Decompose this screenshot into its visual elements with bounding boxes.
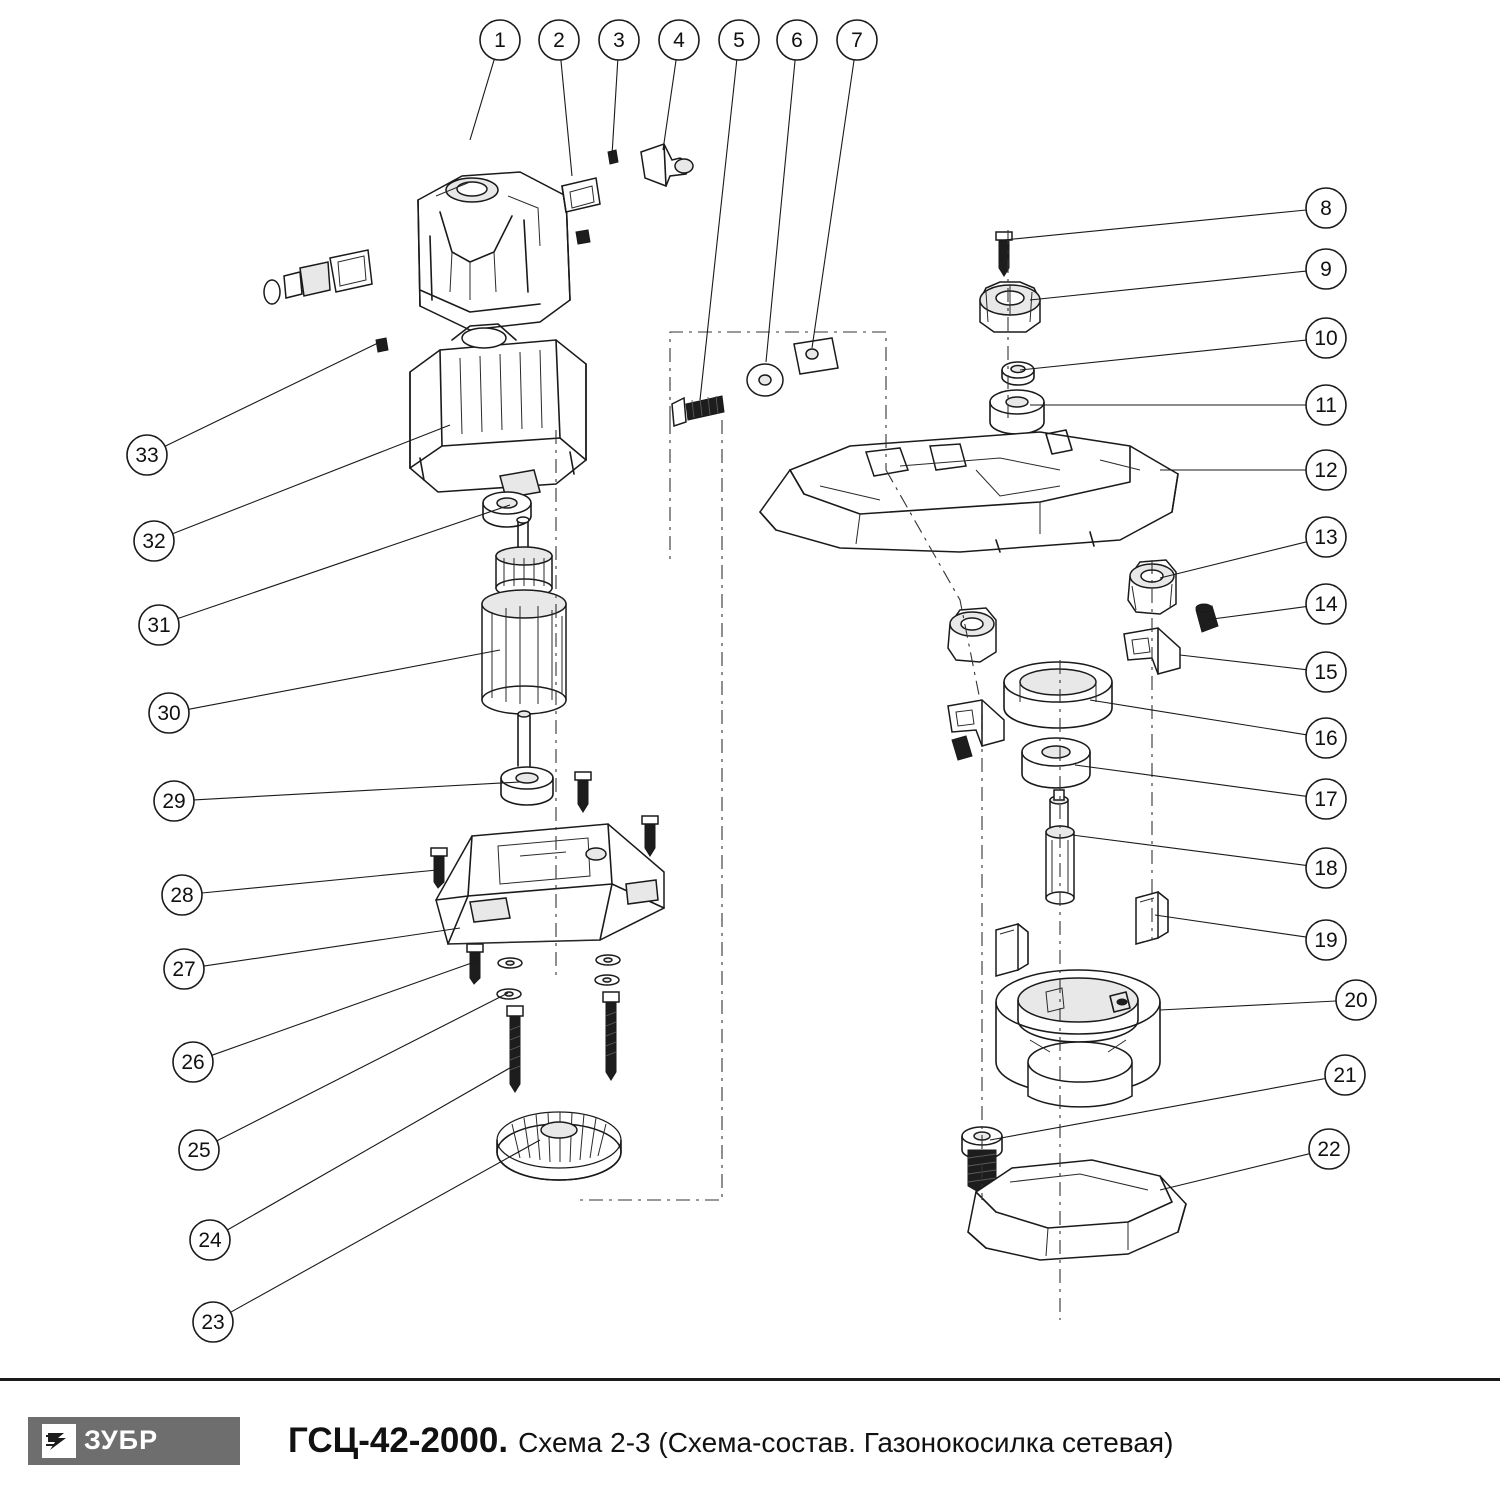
callout-label-20: 20	[1344, 989, 1368, 1012]
callout-label-30: 30	[157, 702, 181, 725]
callout-label-21: 21	[1333, 1064, 1357, 1087]
callout-leader-5	[700, 60, 737, 400]
callout-label-19: 19	[1314, 929, 1338, 952]
callout-label-5: 5	[733, 29, 745, 52]
callout-4[interactable]	[659, 20, 699, 150]
callout-leader-13	[1160, 542, 1307, 578]
callout-16[interactable]	[1090, 700, 1346, 758]
scheme-description: Схема 2-3 (Схема-состав. Газонокосилка сетевая)	[518, 1426, 1174, 1458]
callout-7[interactable]	[812, 20, 877, 348]
callout-label-3: 3	[613, 29, 625, 52]
callout-2[interactable]	[539, 20, 579, 176]
part-3-pin	[608, 150, 618, 164]
callout-24[interactable]	[190, 1065, 515, 1260]
callout-label-9: 9	[1320, 258, 1332, 281]
callout-leader-4	[663, 60, 676, 150]
callout-label-11: 11	[1315, 394, 1337, 417]
callout-20[interactable]	[1160, 980, 1376, 1020]
part-22-deflector	[968, 1160, 1186, 1260]
zubr-arrow-icon	[42, 1424, 76, 1458]
brand-name: ЗУБР	[84, 1425, 159, 1455]
callout-leader-3	[612, 60, 618, 155]
callout-31[interactable]	[139, 505, 510, 645]
part-7-plate	[794, 338, 838, 374]
callout-label-31: 31	[147, 614, 171, 637]
part-13-clamp-second	[948, 608, 996, 662]
callout-leader-27	[204, 928, 460, 966]
callout-label-1: 1	[494, 29, 506, 52]
part-19-blade-left	[996, 924, 1028, 976]
callout-label-13: 13	[1314, 526, 1338, 549]
callout-leader-7	[812, 60, 854, 348]
callout-label-28: 28	[170, 884, 194, 907]
part-9-knob	[980, 282, 1040, 332]
part-11-bushing	[990, 390, 1044, 434]
callout-23[interactable]	[193, 1140, 540, 1342]
callout-19[interactable]	[1155, 915, 1346, 960]
part-30-armature	[482, 517, 566, 766]
callout-22[interactable]	[1160, 1129, 1349, 1190]
washers-small	[497, 955, 620, 999]
footer-caption	[288, 1421, 1173, 1461]
callout-32[interactable]	[134, 425, 450, 561]
callout-14[interactable]	[1205, 584, 1346, 624]
part-8-screw	[996, 232, 1012, 276]
callout-leader-24	[227, 1065, 515, 1230]
callout-label-10: 10	[1314, 327, 1338, 350]
callout-leader-1	[470, 59, 494, 140]
callout-1[interactable]	[470, 20, 520, 140]
callout-label-26: 26	[181, 1051, 205, 1074]
part-25-long-bolt-left	[507, 1006, 523, 1092]
callout-18[interactable]	[1072, 835, 1346, 888]
callout-label-12: 12	[1314, 459, 1338, 482]
callout-label-25: 25	[187, 1139, 211, 1162]
callout-3[interactable]	[599, 20, 639, 155]
callout-leader-28	[202, 870, 437, 893]
callout-leader-22	[1160, 1154, 1310, 1190]
callout-leader-10	[1020, 340, 1306, 370]
callout-leader-30	[189, 650, 500, 709]
part-24-long-bolt-right	[603, 992, 619, 1080]
part-32-stator-housing	[410, 324, 586, 498]
callout-leader-26	[212, 960, 480, 1055]
callout-leader-33	[165, 342, 380, 446]
callout-13[interactable]	[1160, 517, 1346, 578]
assembly-axis-lines	[556, 230, 1152, 1320]
callout-5[interactable]	[700, 20, 759, 400]
part-5-bolt	[672, 396, 724, 426]
callout-leader-8	[1004, 210, 1306, 240]
callout-leader-32	[173, 425, 450, 534]
callout-label-22: 22	[1317, 1138, 1341, 1161]
callout-leader-18	[1072, 835, 1306, 865]
callout-leader-31	[178, 505, 510, 619]
callout-label-29: 29	[162, 790, 186, 813]
part-12-deck	[760, 430, 1178, 552]
part-27-motor-bracket	[436, 824, 664, 944]
callout-leader-14	[1205, 607, 1306, 620]
callout-8[interactable]	[1004, 188, 1346, 240]
part-6-washer	[747, 364, 783, 396]
callout-15[interactable]	[1180, 652, 1346, 692]
callout-9[interactable]	[1030, 249, 1346, 300]
callout-leader-9	[1030, 271, 1306, 300]
callout-label-4: 4	[673, 29, 685, 52]
callout-30[interactable]	[149, 650, 500, 733]
callout-label-24: 24	[198, 1229, 222, 1252]
callout-label-14: 14	[1314, 593, 1338, 616]
part-2-brush-block	[562, 178, 600, 212]
part-16-ring	[1004, 662, 1112, 728]
callout-12[interactable]	[1160, 450, 1346, 490]
callout-leader-17	[1075, 765, 1306, 796]
callout-leader-29	[194, 782, 520, 800]
callout-label-2: 2	[553, 29, 565, 52]
callout-label-17: 17	[1314, 788, 1338, 811]
callout-28[interactable]	[162, 870, 437, 915]
part-10-washer-small	[1002, 362, 1034, 385]
callout-label-33: 33	[135, 444, 159, 467]
callout-leader-19	[1155, 915, 1306, 937]
callout-label-32: 32	[142, 530, 166, 553]
model-code: ГСЦ-42-2000.	[288, 1420, 509, 1460]
part-23-cooling-fan	[497, 1112, 621, 1180]
callout-leader-6	[766, 60, 795, 362]
brand-logo	[28, 1417, 240, 1465]
callout-label-23: 23	[201, 1311, 225, 1334]
part-1-top-housing	[418, 172, 570, 330]
callout-10[interactable]	[1020, 318, 1346, 370]
callout-layer	[127, 20, 1376, 1342]
callout-17[interactable]	[1075, 765, 1346, 819]
part-17-bearing	[1022, 738, 1090, 788]
callout-27[interactable]	[164, 928, 460, 989]
callout-label-6: 6	[791, 29, 803, 52]
callout-33[interactable]	[127, 342, 380, 475]
callout-label-15: 15	[1314, 661, 1338, 684]
callout-6[interactable]	[766, 20, 817, 362]
part-29-bearing-lower	[501, 767, 553, 805]
part-28-screw-upper-left	[431, 848, 447, 888]
callout-26[interactable]	[173, 960, 480, 1082]
part-20-impeller-housing	[996, 970, 1160, 1107]
callout-29[interactable]	[154, 781, 520, 821]
callout-label-18: 18	[1314, 857, 1338, 880]
callout-leader-25	[217, 993, 508, 1141]
callout-leader-2	[561, 60, 572, 176]
callout-leader-16	[1090, 700, 1306, 735]
callout-label-16: 16	[1314, 727, 1338, 750]
part-4-cap-screw	[641, 144, 693, 186]
callout-leader-20	[1160, 1001, 1336, 1010]
callout-leader-15	[1180, 655, 1306, 670]
footer-bar	[0, 1378, 1500, 1500]
callout-label-27: 27	[172, 958, 196, 981]
callout-leader-23	[231, 1140, 541, 1312]
callout-11[interactable]	[1030, 385, 1346, 425]
callout-label-7: 7	[851, 29, 863, 52]
callout-25[interactable]	[179, 993, 508, 1170]
callout-label-8: 8	[1320, 197, 1332, 220]
